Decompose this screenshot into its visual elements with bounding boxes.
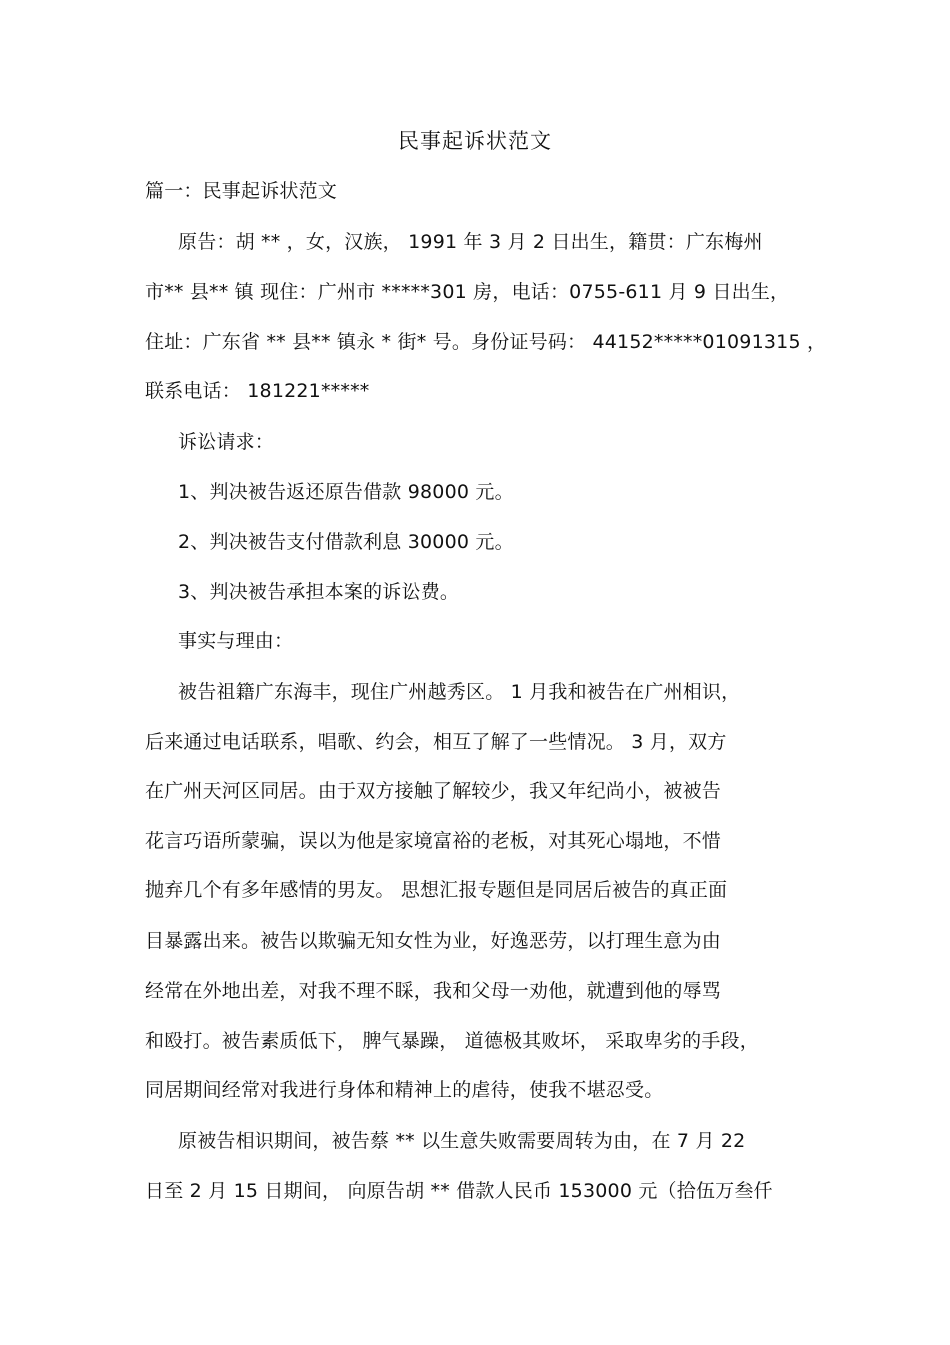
loan-line-2: 日至 2 月 15 日期间， 向原告胡 ** 借款人民币 153000 元（拾伍万叁仟: [145, 1180, 773, 1202]
claim-item-2: 2、判决被告支付借款利息 30000 元。: [178, 531, 514, 553]
plaintiff-line-1: 原告：胡 ** ，女，汉族， 1991 年 3 月 2 日出生，籍贯：广东梅州: [178, 231, 763, 253]
claim-item-1: 1、判决被告返还原告借款 98000 元。: [178, 481, 514, 503]
facts-line-6: 目暴露出来。被告以欺骗无知女性为业，好逸恶劳，以打理生意为由: [145, 930, 722, 952]
facts-line-7: 经常在外地出差，对我不理不睬，我和父母一劝他，就遭到他的辱骂: [145, 980, 722, 1002]
claims-heading: 诉讼请求：: [178, 431, 275, 453]
facts-line-8: 和殴打。被告素质低下， 脾气暴躁， 道德极其败坏， 采取卑劣的手段，: [145, 1030, 759, 1052]
facts-line-4: 花言巧语所蒙骗，误以为他是家境富裕的老板，对其死心塌地，不惜: [145, 830, 722, 852]
plaintiff-line-2: 市** 县** 镇 现住：广州市 *****301 房，电话：0755-611 月 9 日出生，: [145, 281, 790, 303]
plaintiff-line-4: 联系电话： 181221*****: [145, 380, 370, 402]
facts-line-1: 被告祖籍广东海丰，现住广州越秀区。 1 月我和被告在广州相识，: [178, 681, 741, 703]
document-title: 民事起诉状范文: [398, 129, 552, 153]
facts-line-5: 抛弃几个有多年感情的男友。 思想汇报专题但是同居后被告的真正面: [145, 879, 728, 901]
facts-heading: 事实与理由：: [178, 630, 294, 652]
facts-line-2: 后来通过电话联系，唱歌、约会，相互了解了一些情况。 3 月，双方: [145, 731, 727, 753]
plaintiff-line-3: 住址：广东省 ** 县** 镇永 * 街* 号。身份证号码： 44152*****01091315 ，: [145, 331, 827, 353]
section-heading: 篇一：民事起诉状范文: [145, 180, 338, 202]
facts-line-9: 同居期间经常对我进行身体和精神上的虐待，使我不堪忍受。: [145, 1079, 664, 1101]
loan-line-1: 原被告相识期间，被告蔡 ** 以生意失败需要周转为由，在 7 月 22: [178, 1130, 746, 1152]
claim-item-3: 3、判决被告承担本案的诉讼费。: [178, 581, 460, 603]
facts-line-3: 在广州天河区同居。由于双方接触了解较少，我又年纪尚小，被被告: [145, 780, 722, 802]
